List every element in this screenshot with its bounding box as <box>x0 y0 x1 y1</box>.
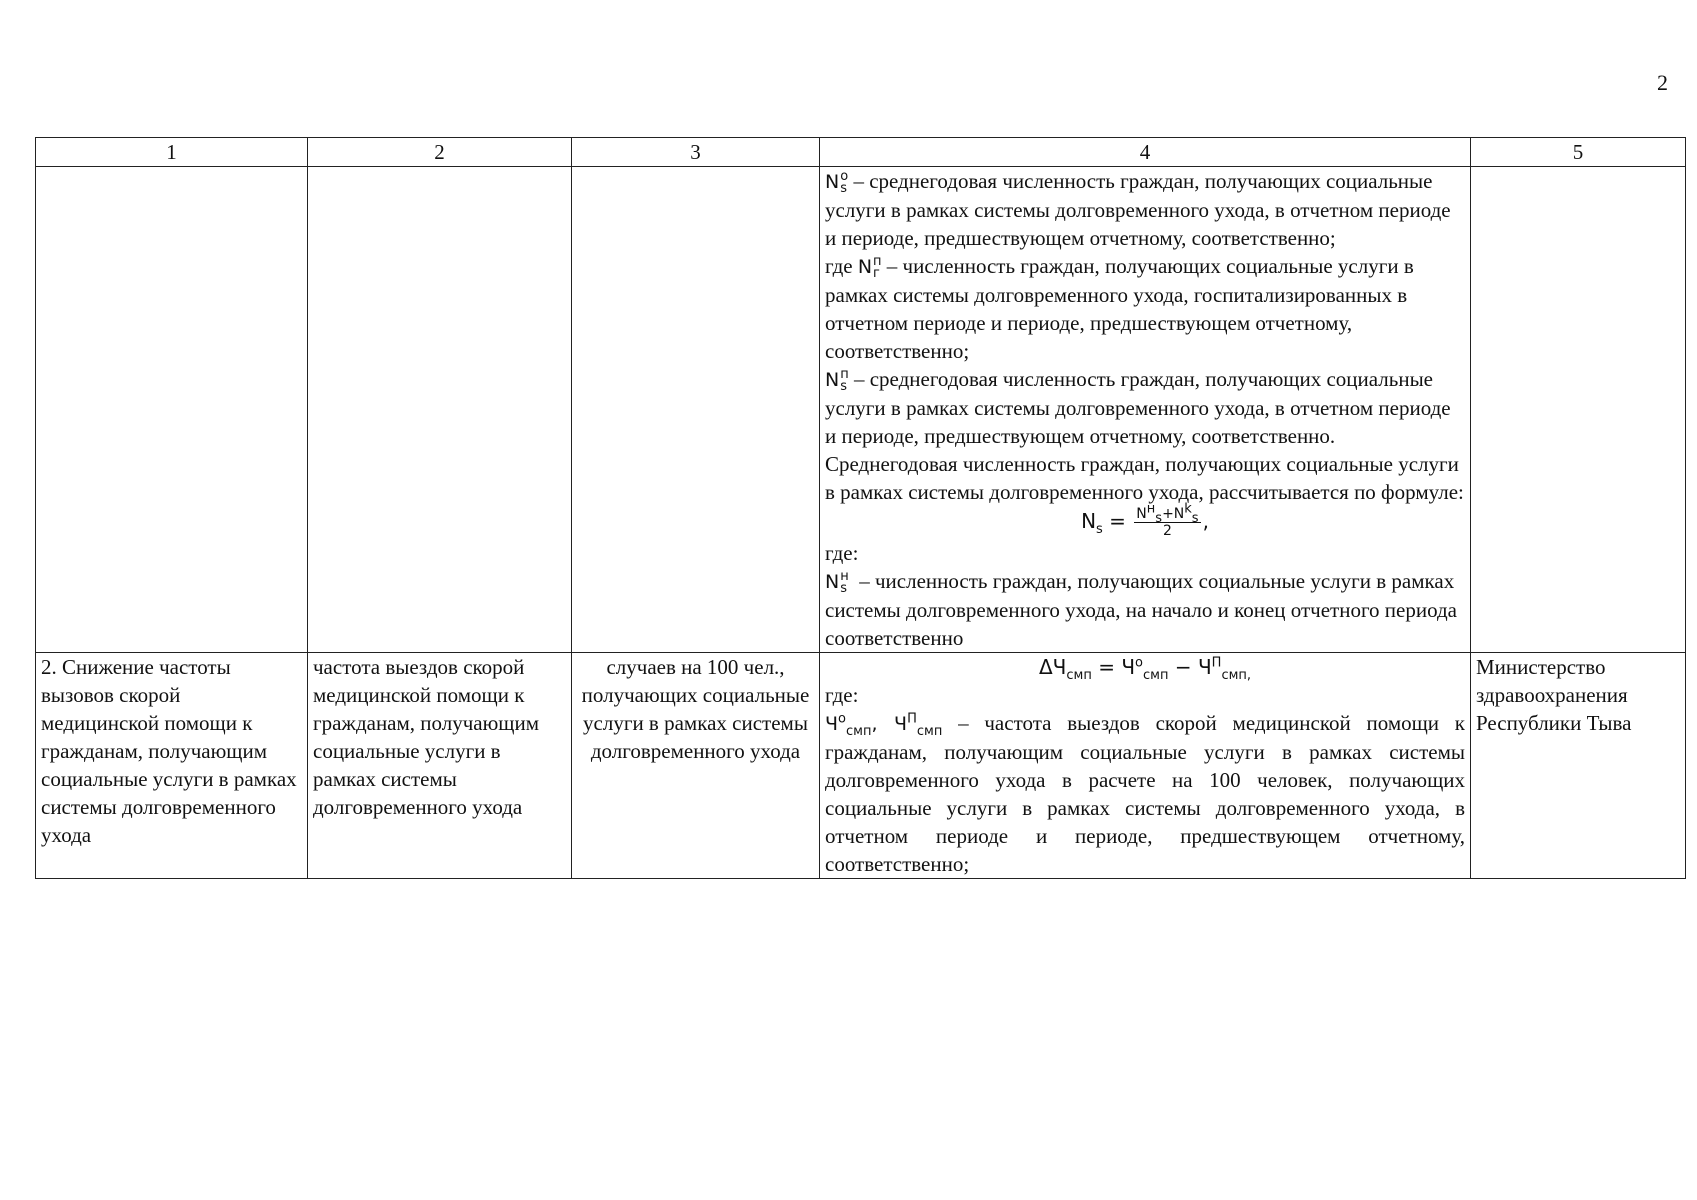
where-label: где: <box>825 683 859 707</box>
definition-ch-smp: $Ч^о_{смп}$, $Ч^П_{смп}$ – частота выездов скорой медицинской помощи к гражданам, получающим социальные услуги в рамках системы долговременного ухода в расчете на 100 человек, получающих социальные услуги в рамках системы долговременного ухода, в отчетном периоде и периоде, предшествующем отчетному, соответственно; <box>825 711 1465 876</box>
symbol-ns-n: N н s <box>825 568 849 596</box>
table-row <box>36 653 1686 879</box>
definition-ns-n: N н s – численность граждан, получающих социальные услуги в рамках системы долговременного ухода, на начало и конец отчетного периода соответственно <box>825 568 1457 650</box>
indicator-unit: случаев на 100 чел., получающих социальные услуги в рамках системы долговременного ухода <box>572 653 820 879</box>
table-row <box>36 167 1686 653</box>
row1-col2 <box>308 167 572 653</box>
header-col-3: 3 <box>572 138 820 167</box>
indicator-name: 2. Снижение частоты вызовов скорой медицинской помощи к гражданам, получающим социальные услуги в рамках системы долговременного ухода <box>36 653 308 879</box>
symbol-ch-smp: $Ч^о_{смп}$, $Ч^П_{смп}$ <box>825 711 943 739</box>
formula-delta-ch-smp: $\Delta Ч_{смп} = Ч^о_{смп} - Ч^П_{смп,}$ <box>1038 655 1252 683</box>
table-header-row <box>36 138 1686 167</box>
row2-col4-methodology <box>820 653 1471 879</box>
page-number: 2 <box>1657 70 1668 95</box>
header-col-4: 4 <box>820 138 1471 167</box>
where-label: где: <box>825 541 859 565</box>
definition-ns-p: N п s – среднегодовая численность граждан, получающих социальные услуги в рамках системы долговременного ухода, в отчетном периоде и периоде, предшествующем отчетному, соответственно. <box>825 366 1451 448</box>
header-col-2: 2 <box>308 138 572 167</box>
responsible-body: Министерство здравоохранения Республики Тыва <box>1471 653 1686 879</box>
row1-col1 <box>36 167 308 653</box>
symbol-ng-p: N п г <box>857 253 882 281</box>
definition-ng-p: где N п г – численность граждан, получающих социальные услуги в рамках системы долговременного ухода, госпитализированных в отчетном периоде и периоде, предшествующем отчетному, соответственно; <box>825 253 1414 363</box>
header-col-1: 1 <box>36 138 308 167</box>
symbol-ns-o: N o s <box>825 168 849 196</box>
formula-average-ns: $N_s$ = $\frac{N^н_s+N^k_s}{2}$ , <box>1081 501 1209 539</box>
indicators-table <box>35 137 1686 879</box>
row1-col3 <box>572 167 820 653</box>
definition-ns-o: N o s – среднегодовая численность граждан, получающих социальные услуги в рамках системы долговременного ухода, в отчетном периоде и периоде, предшествующем отчетному, соответственно; <box>825 168 1451 250</box>
header-col-5: 5 <box>1471 138 1686 167</box>
row1-col4-methodology <box>820 167 1471 653</box>
average-formula-intro: Среднегодовая численность граждан, получающих социальные услуги в рамках системы долговременного ухода, рассчитывается по формуле: <box>825 452 1464 504</box>
row1-col5 <box>1471 167 1686 653</box>
indicator-description: частота выездов скорой медицинской помощи к гражданам, получающим социальные услуги в рамках системы долговременного ухода <box>308 653 572 879</box>
symbol-ns-p: N п s <box>825 366 849 394</box>
